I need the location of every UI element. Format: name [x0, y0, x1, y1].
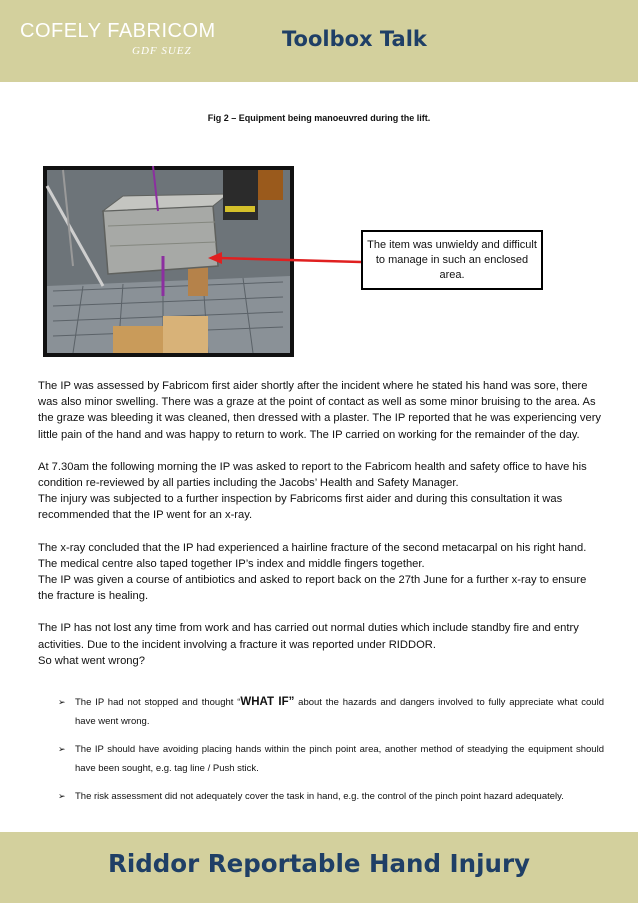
paragraph-review: At 7.30am the following morning the IP was asked to report to the Fabricom health and safety office to have his condition re-reviewed by all parties including the Jacobs’ Health and Safety Manager.: [38, 460, 587, 490]
logo-wordmark: COFELY FABRICOM: [20, 20, 216, 42]
company-logo: [20, 20, 240, 64]
footer-title: Riddor Reportable Hand Injury: [107, 849, 531, 878]
arrow-bullet-icon: ➢: [58, 791, 66, 801]
arrow-bullet-icon: ➢: [58, 744, 66, 754]
logo-subtitle: GDF SUEZ: [132, 45, 192, 57]
figure-caption: Fig 2 – Equipment being manoeuvred during the lift.: [207, 113, 431, 123]
paragraph-riddor: The IP has not lost any time from work and has carried out normal duties which include standby fire and entry activities. Due to the incident involving a fracture it was reported under RIDDOR.: [38, 622, 579, 651]
what-if-emphasis: WHAT IF”: [240, 696, 295, 708]
equipment-photo: [43, 166, 294, 357]
paragraph-inspection: The injury was subjected to a further inspection by Fabricoms first aider and during this consultation it was recommended that the IP went for an x-ray.: [38, 493, 563, 522]
paragraph-antibiotics: The IP was given a course of antibiotics and asked to report back on the 27th June for a further x-ray to ensure the fracture is healing.: [38, 574, 587, 603]
paragraph-xray-result: The x-ray concluded that the IP had experienced a hairline fracture of the second metacarpal on his right hand. The medical centre also taped together IP’s index and middle fingers together.: [38, 541, 587, 570]
bullet-item: ➢ The risk assessment did not adequately cover the task in hand, e.g. the control of the pinch point hazard adequately.: [58, 787, 604, 806]
paragraph-assessment: The IP was assessed by Fabricom first aider shortly after the incident where he stated his hand was sore, there was also minor swelling. There was a graze at the point of contact as well as some minor bruising to the area. As the graze was bleeding it was cleaned, then dressed with a plaster. The IP reported that he was experiencing very little pain of the hand and was happy to return to work. The IP carried on working for the remainder of the day.: [38, 380, 602, 441]
body-text: [38, 378, 604, 669]
footer-band: [0, 832, 638, 903]
arrow-bullet-icon: ➢: [58, 697, 66, 707]
question-heading: So what went wrong?: [38, 654, 145, 667]
bullet-item: ➢ The IP should have avoiding placing hands within the pinch point area, another method of steadying the equipment should have been sought, e.g. tag line / Push stick.: [58, 740, 604, 778]
bullet-item: ➢ The IP had not stopped and thought “WHAT IF” about the hazards and dangers involved to fully appreciate what could have went wrong.: [58, 693, 604, 731]
bullet-list: [58, 693, 604, 815]
callout-box: The item was unwieldy and difficult to manage in such an enclosed area.: [361, 230, 543, 290]
page-title: Toolbox Talk: [282, 27, 427, 51]
header-band: [0, 0, 638, 82]
